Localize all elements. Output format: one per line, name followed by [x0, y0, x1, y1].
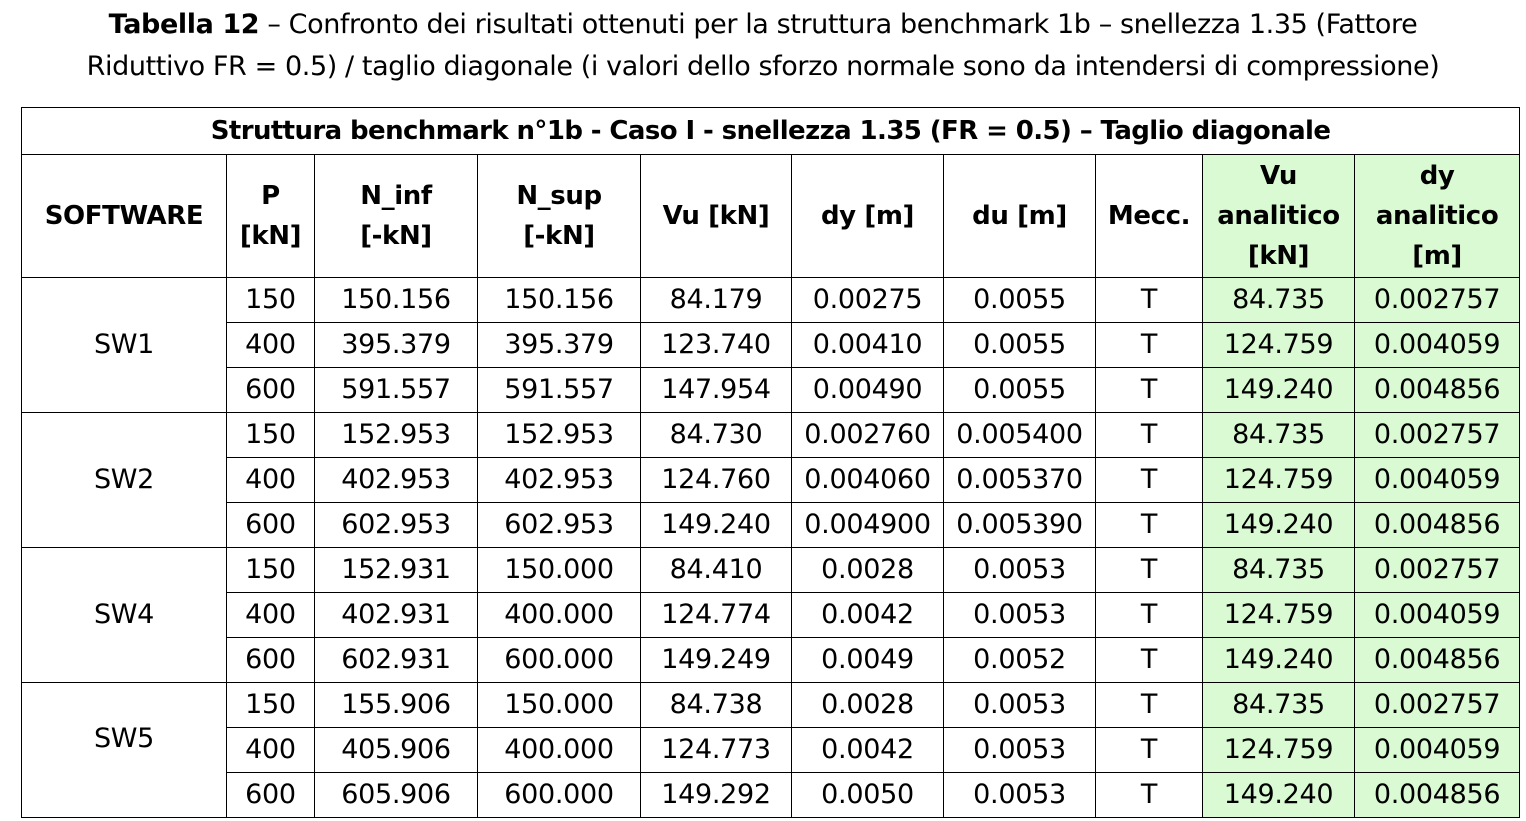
caption-label: Tabella 12	[108, 9, 260, 40]
table-cell: 0.0049	[792, 638, 944, 683]
table-cell: 0.002757	[1355, 413, 1520, 458]
table-cell: T	[1096, 323, 1203, 368]
table-row	[22, 458, 1520, 503]
caption-line-2: Riduttivo FR = 0.5) / taglio diagonale (i valori dello sforzo normale sono da intendersi di compressione)	[86, 51, 1440, 82]
header-line: [kN]	[239, 221, 302, 251]
header-line: du [m]	[972, 201, 1067, 231]
table-cell: 600.000	[478, 773, 641, 818]
table-cell: 150	[227, 413, 315, 458]
table-cell: 600.000	[478, 638, 641, 683]
table-cell: 400	[227, 323, 315, 368]
table-cell: 0.0053	[944, 683, 1096, 728]
caption-text-1: – Confronto dei risultati ottenuti per la struttura benchmark 1b – snellezza 1.35 (Fattore	[259, 9, 1418, 40]
table-cell: 402.931	[315, 593, 478, 638]
table-row	[22, 638, 1520, 683]
table-cell: 395.379	[315, 323, 478, 368]
table-cell: 124.760	[641, 458, 792, 503]
header-line: [-kN]	[360, 221, 432, 251]
table-cell: 0.0028	[792, 548, 944, 593]
table-cell: T	[1096, 683, 1203, 728]
header-line: [m]	[1412, 241, 1462, 271]
table-cell: 0.0052	[944, 638, 1096, 683]
table-caption	[0, 4, 1526, 88]
table-cell: T	[1096, 503, 1203, 548]
table-row	[22, 728, 1520, 773]
table-cell: 0.004856	[1355, 773, 1520, 818]
table-cell: 0.004059	[1355, 593, 1520, 638]
table-cell: 602.931	[315, 638, 478, 683]
table-cell: 0.00490	[792, 368, 944, 413]
table-cell: 0.004059	[1355, 728, 1520, 773]
table-cell: 150.156	[478, 278, 641, 323]
table-cell: 600	[227, 638, 315, 683]
table-cell: 152.931	[315, 548, 478, 593]
table-cell: 84.735	[1203, 413, 1355, 458]
table-cell: T	[1096, 638, 1203, 683]
header-vu	[641, 155, 792, 278]
table-cell: 0.0028	[792, 683, 944, 728]
table-cell: 600	[227, 368, 315, 413]
table-cell: 0.004900	[792, 503, 944, 548]
table-cell: 405.906	[315, 728, 478, 773]
table-cell: 0.00410	[792, 323, 944, 368]
table-cell: 400.000	[478, 593, 641, 638]
table-cell: 600	[227, 503, 315, 548]
table-cell: 149.240	[1203, 773, 1355, 818]
software-cell: SW4	[22, 548, 227, 683]
table-cell: 0.0055	[944, 323, 1096, 368]
table-cell: 84.730	[641, 413, 792, 458]
table-cell: 150	[227, 683, 315, 728]
table-cell: 0.002760	[792, 413, 944, 458]
table-row	[22, 593, 1520, 638]
header-line: P	[261, 181, 280, 211]
software-cell: SW5	[22, 683, 227, 818]
software-cell: SW2	[22, 413, 227, 548]
results-table	[21, 107, 1520, 818]
table-cell: 0.004856	[1355, 368, 1520, 413]
table-cell: 402.953	[478, 458, 641, 503]
table-cell: 0.0050	[792, 773, 944, 818]
table-cell: 149.292	[641, 773, 792, 818]
table-cell: 150	[227, 278, 315, 323]
header-dy	[792, 155, 944, 278]
table-cell: 0.0053	[944, 773, 1096, 818]
table-cell: 602.953	[315, 503, 478, 548]
table-cell: 149.240	[1203, 368, 1355, 413]
table-cell: 0.004059	[1355, 458, 1520, 503]
header-line: Mecc.	[1107, 201, 1191, 231]
header-line: [kN]	[1247, 241, 1310, 271]
table-cell: 124.773	[641, 728, 792, 773]
table-cell: 400	[227, 458, 315, 503]
header-du	[944, 155, 1096, 278]
table-row	[22, 503, 1520, 548]
header-line: Vu [kN]	[662, 201, 770, 231]
table-cell: 0.00275	[792, 278, 944, 323]
table-cell: 149.240	[641, 503, 792, 548]
table-cell: 0.0053	[944, 593, 1096, 638]
table-cell: 150.000	[478, 548, 641, 593]
table-cell: 155.906	[315, 683, 478, 728]
table-cell: 84.410	[641, 548, 792, 593]
table-cell: 0.0053	[944, 548, 1096, 593]
table-cell: 0.002757	[1355, 548, 1520, 593]
table-cell: 591.557	[478, 368, 641, 413]
table-cell: 150.156	[315, 278, 478, 323]
table-cell: T	[1096, 458, 1203, 503]
table-cell: 84.735	[1203, 548, 1355, 593]
table-cell: 600	[227, 773, 315, 818]
table-cell: 84.738	[641, 683, 792, 728]
header-n-sup	[478, 155, 641, 278]
header-software	[22, 155, 227, 278]
table-cell: 84.735	[1203, 278, 1355, 323]
table-cell: 149.240	[1203, 503, 1355, 548]
table-cell: 0.004856	[1355, 503, 1520, 548]
table-cell: 0.002757	[1355, 683, 1520, 728]
table-cell: 400	[227, 728, 315, 773]
software-cell: SW1	[22, 278, 227, 413]
table-cell: 602.953	[478, 503, 641, 548]
header-line: N_inf	[360, 181, 432, 211]
table-cell: 0.005400	[944, 413, 1096, 458]
table-row	[22, 413, 1520, 458]
table-cell: 0.005370	[944, 458, 1096, 503]
table-cell: 149.249	[641, 638, 792, 683]
table-cell: 0.005390	[944, 503, 1096, 548]
header-line: N_sup	[516, 181, 602, 211]
header-dy-analitico	[1355, 155, 1520, 278]
table-cell: 124.759	[1203, 323, 1355, 368]
table-cell: 395.379	[478, 323, 641, 368]
table-cell: 0.004060	[792, 458, 944, 503]
header-line: analitico	[1217, 201, 1340, 231]
header-line: SOFTWARE	[44, 201, 204, 231]
header-mecc	[1096, 155, 1203, 278]
table-cell: 124.774	[641, 593, 792, 638]
table-cell: 0.002757	[1355, 278, 1520, 323]
table-cell: 0.0055	[944, 278, 1096, 323]
table-cell: 124.759	[1203, 728, 1355, 773]
header-p	[227, 155, 315, 278]
header-n-inf	[315, 155, 478, 278]
table-cell: 0.004856	[1355, 638, 1520, 683]
header-row	[22, 155, 1520, 278]
table-row	[22, 548, 1520, 593]
table-cell: 150.000	[478, 683, 641, 728]
header-line: dy [m]	[820, 201, 915, 231]
table-cell: 400	[227, 593, 315, 638]
table-cell: 84.179	[641, 278, 792, 323]
table-cell: T	[1096, 773, 1203, 818]
table-cell: T	[1096, 278, 1203, 323]
table-cell: 149.240	[1203, 638, 1355, 683]
table-cell: 0.0042	[792, 593, 944, 638]
table-row	[22, 278, 1520, 323]
header-line: dy	[1419, 161, 1455, 191]
table-cell: T	[1096, 728, 1203, 773]
table-cell: 147.954	[641, 368, 792, 413]
table-cell: 150	[227, 548, 315, 593]
table-cell: 124.759	[1203, 458, 1355, 503]
table-cell: T	[1096, 368, 1203, 413]
table-cell: 400.000	[478, 728, 641, 773]
header-line: analitico	[1375, 201, 1499, 231]
table-cell: 605.906	[315, 773, 478, 818]
table-cell: 124.759	[1203, 593, 1355, 638]
header-line: Vu	[1260, 161, 1297, 191]
table-cell: 0.0055	[944, 368, 1096, 413]
header-vu-analitico	[1203, 155, 1355, 278]
table-title: Struttura benchmark n°1b - Caso I - snellezza 1.35 (FR = 0.5) – Taglio diagonale	[22, 108, 1520, 155]
table-row	[22, 773, 1520, 818]
table-cell: T	[1096, 548, 1203, 593]
table-body	[22, 278, 1520, 818]
table-cell: 591.557	[315, 368, 478, 413]
header-line: [-kN]	[523, 221, 595, 251]
table-cell: 0.0053	[944, 728, 1096, 773]
table-cell: 0.004059	[1355, 323, 1520, 368]
table-cell: T	[1096, 413, 1203, 458]
caption-line-1	[0, 4, 1526, 46]
table-row	[22, 683, 1520, 728]
table-cell: 123.740	[641, 323, 792, 368]
table-row	[22, 368, 1520, 413]
table-cell: 402.953	[315, 458, 478, 503]
table-cell: T	[1096, 593, 1203, 638]
table-cell: 84.735	[1203, 683, 1355, 728]
table-cell: 0.0042	[792, 728, 944, 773]
table-cell: 152.953	[315, 413, 478, 458]
table-cell: 152.953	[478, 413, 641, 458]
table-row	[22, 323, 1520, 368]
